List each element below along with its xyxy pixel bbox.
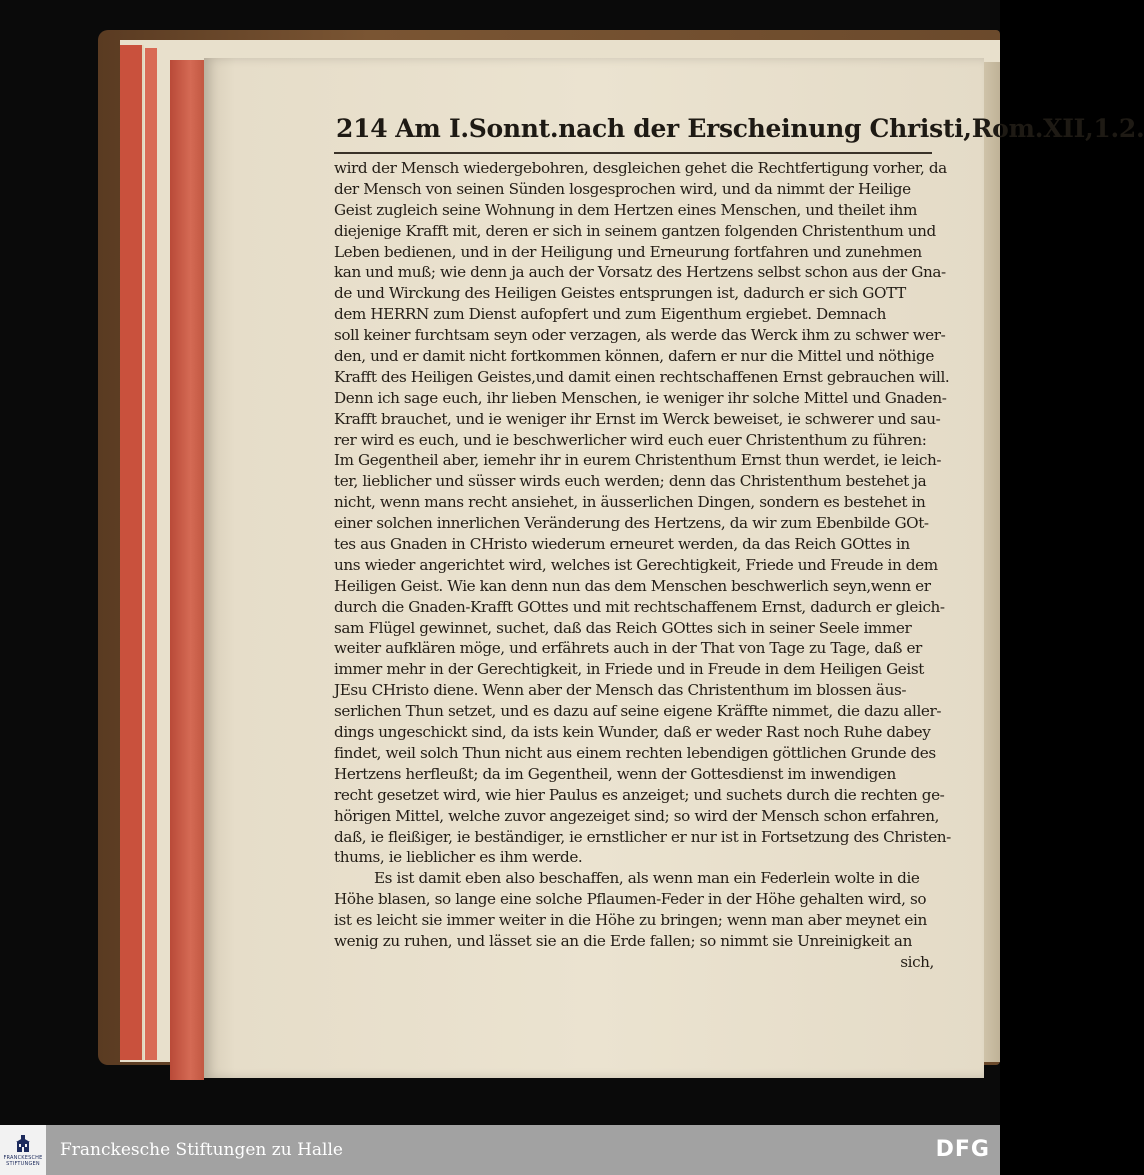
logo-text-2: STIFTUNGEN — [6, 1161, 40, 1167]
text-line: Im Gegentheil aber, iemehr ihr in eurem Christenthum Ernst thun werdet, ie leich- — [334, 451, 942, 470]
text-line: recht gesetzet wird, wie hier Paulus es anzeiget; und suchets durch die rechten ge- — [334, 785, 945, 804]
text-line: nicht, wenn mans recht ansiehet, in äusserlichen Dingen, sondern es bestehet in — [334, 493, 926, 512]
body-text — [334, 158, 951, 973]
text-line: JEsu CHristo diene. Wenn aber der Mensch das Christenthum im blossen äus- — [334, 681, 907, 700]
text-line: Geist zugleich seine Wohnung in dem Hertzen eines Menschen, und theilet ihm — [334, 200, 917, 219]
building-icon — [13, 1133, 33, 1155]
text-line: Hertzens herfleußt; da im Gegentheil, wenn der Gottesdienst im inwendigen — [334, 764, 896, 783]
text-line: ist es leicht sie immer weiter in die Höhe zu bringen; wenn man aber meynet ein — [334, 911, 927, 930]
page-right-edge — [984, 62, 1000, 1062]
text-line: kan und muß; wie denn ja auch der Vorsatz des Hertzens selbst schon aus der Gna- — [334, 263, 946, 282]
page-number: 214 — [336, 114, 388, 143]
text-line: Leben bedienen, und in der Heiligung und Erneurung fortfahren und zunehmen — [334, 242, 922, 261]
text-line: der Mensch von seinen Sünden losgesprochen wird, und da nimmt der Heilige — [334, 179, 911, 198]
text-line: rer wird es euch, und ie beschwerlicher wird euch euer Christenthum zu führen: — [334, 430, 927, 449]
text-line: den, und er damit nicht fortkommen können, dafern er nur die Mittel und nöthige — [334, 347, 934, 366]
text-line: soll keiner furchtsam seyn oder verzagen, als werde das Werck ihm zu schwer wer- — [334, 326, 946, 345]
running-head-title: Am I.Sonnt.nach der Erscheinung Christi,Rom.XII,1.2. — [395, 114, 1144, 143]
text-line: Krafft des Heiligen Geistes,und damit einen rechtschaffenen Ernst gebrauchen will. — [334, 367, 950, 386]
text-line: Es ist damit eben also beschaffen, als wenn man ein Federlein wolte in die — [374, 869, 920, 888]
header-rule — [334, 152, 932, 154]
text-line: de und Wirckung des Heiligen Geistes entsprungen ist, dadurch er sich GOTT — [334, 284, 906, 303]
text-line: hörigen Mittel, welche zuvor angezeiget sind; so wird der Mensch schon erfahren, — [334, 806, 940, 825]
text-line: Krafft brauchet, und ie weniger ihr Ernst im Werck beweiset, ie schwerer und sau- — [334, 409, 941, 428]
text-line: diejenige Krafft mit, deren er sich in seinem gantzen folgenden Christenthum und — [334, 221, 936, 240]
dfg-logo: DFG — [935, 1137, 990, 1162]
text-line: sam Flügel gewinnet, suchet, daß das Reich GOttes sich in seiner Seele immer — [334, 618, 912, 637]
text-line: immer mehr in der Gerechtigkeit, in Friede und in Freude in dem Heiligen Geist — [334, 660, 924, 679]
text-line: durch die Gnaden-Krafft GOttes und mit rechtschaffenem Ernst, dadurch er gleich- — [334, 597, 945, 616]
text-line: uns wieder angerichtet wird, welches ist Gerechtigkeit, Friede und Freude in dem — [334, 555, 938, 574]
red-page-edge-2 — [145, 48, 157, 1060]
text-line: einer solchen innerlichen Veränderung des Hertzens, da wir zum Ebenbilde GOt- — [334, 514, 929, 533]
institution-name[interactable]: Franckesche Stiftungen zu Halle — [60, 1140, 343, 1160]
text-line: ter, lieblicher und süsser wirds euch werden; denn das Christenthum bestehet ja — [334, 472, 927, 491]
text-line: Denn ich sage euch, ihr lieben Menschen, ie weniger ihr solche Mittel und Gnaden- — [334, 388, 947, 407]
text-line: dings ungeschickt sind, da ists kein Wunder, daß er weder Rast noch Ruhe dabey — [334, 723, 931, 742]
text-line: thums, ie lieblicher es ihm werde. — [334, 848, 583, 867]
red-page-edge-inner — [170, 60, 204, 1080]
logo-text-1: FRANCKESCHE — [3, 1155, 43, 1161]
text-line: Höhe blasen, so lange eine solche Pflaumen-Feder in der Höhe gehalten wird, so — [334, 890, 927, 909]
text-line: dem HERRN zum Dienst aufopfert und zum Eigenthum ergiebet. Demnach — [334, 305, 886, 324]
footer-bar — [0, 1125, 1000, 1175]
text-line: daß, ie fleißiger, ie beständiger, ie ernstlicher er nur ist in Fortsetzung des Christen- — [334, 827, 951, 846]
text-line: wird der Mensch wiedergebohren, desgleichen gehet die Rechtfertigung vorher, da — [334, 159, 947, 177]
text-line: Heiligen Geist. Wie kan denn nun das dem Menschen beschwerlich seyn,wenn er — [334, 576, 931, 595]
text-line: findet, weil solch Thun nicht aus einem rechten lebendigen göttlichen Grunde des — [334, 743, 936, 762]
running-head — [336, 114, 1144, 150]
red-page-edge — [120, 45, 144, 1060]
text-line: tes aus Gnaden in CHristo wiederum erneuret werden, da das Reich GOttes in — [334, 535, 910, 554]
text-line: wenig zu ruhen, und lässet sie an die Erde fallen; so nimmt sie Unreinigkeit an — [334, 931, 912, 950]
text-line: weiter aufklären möge, und erfährets auch in der That von Tage zu Tage, daß er — [334, 639, 922, 658]
catchword: sich, — [900, 952, 934, 971]
institution-logo — [0, 1125, 46, 1175]
text-line: serlichen Thun setzet, und es dazu auf seine eigene Kräffte nimmet, die dazu aller- — [334, 702, 942, 721]
